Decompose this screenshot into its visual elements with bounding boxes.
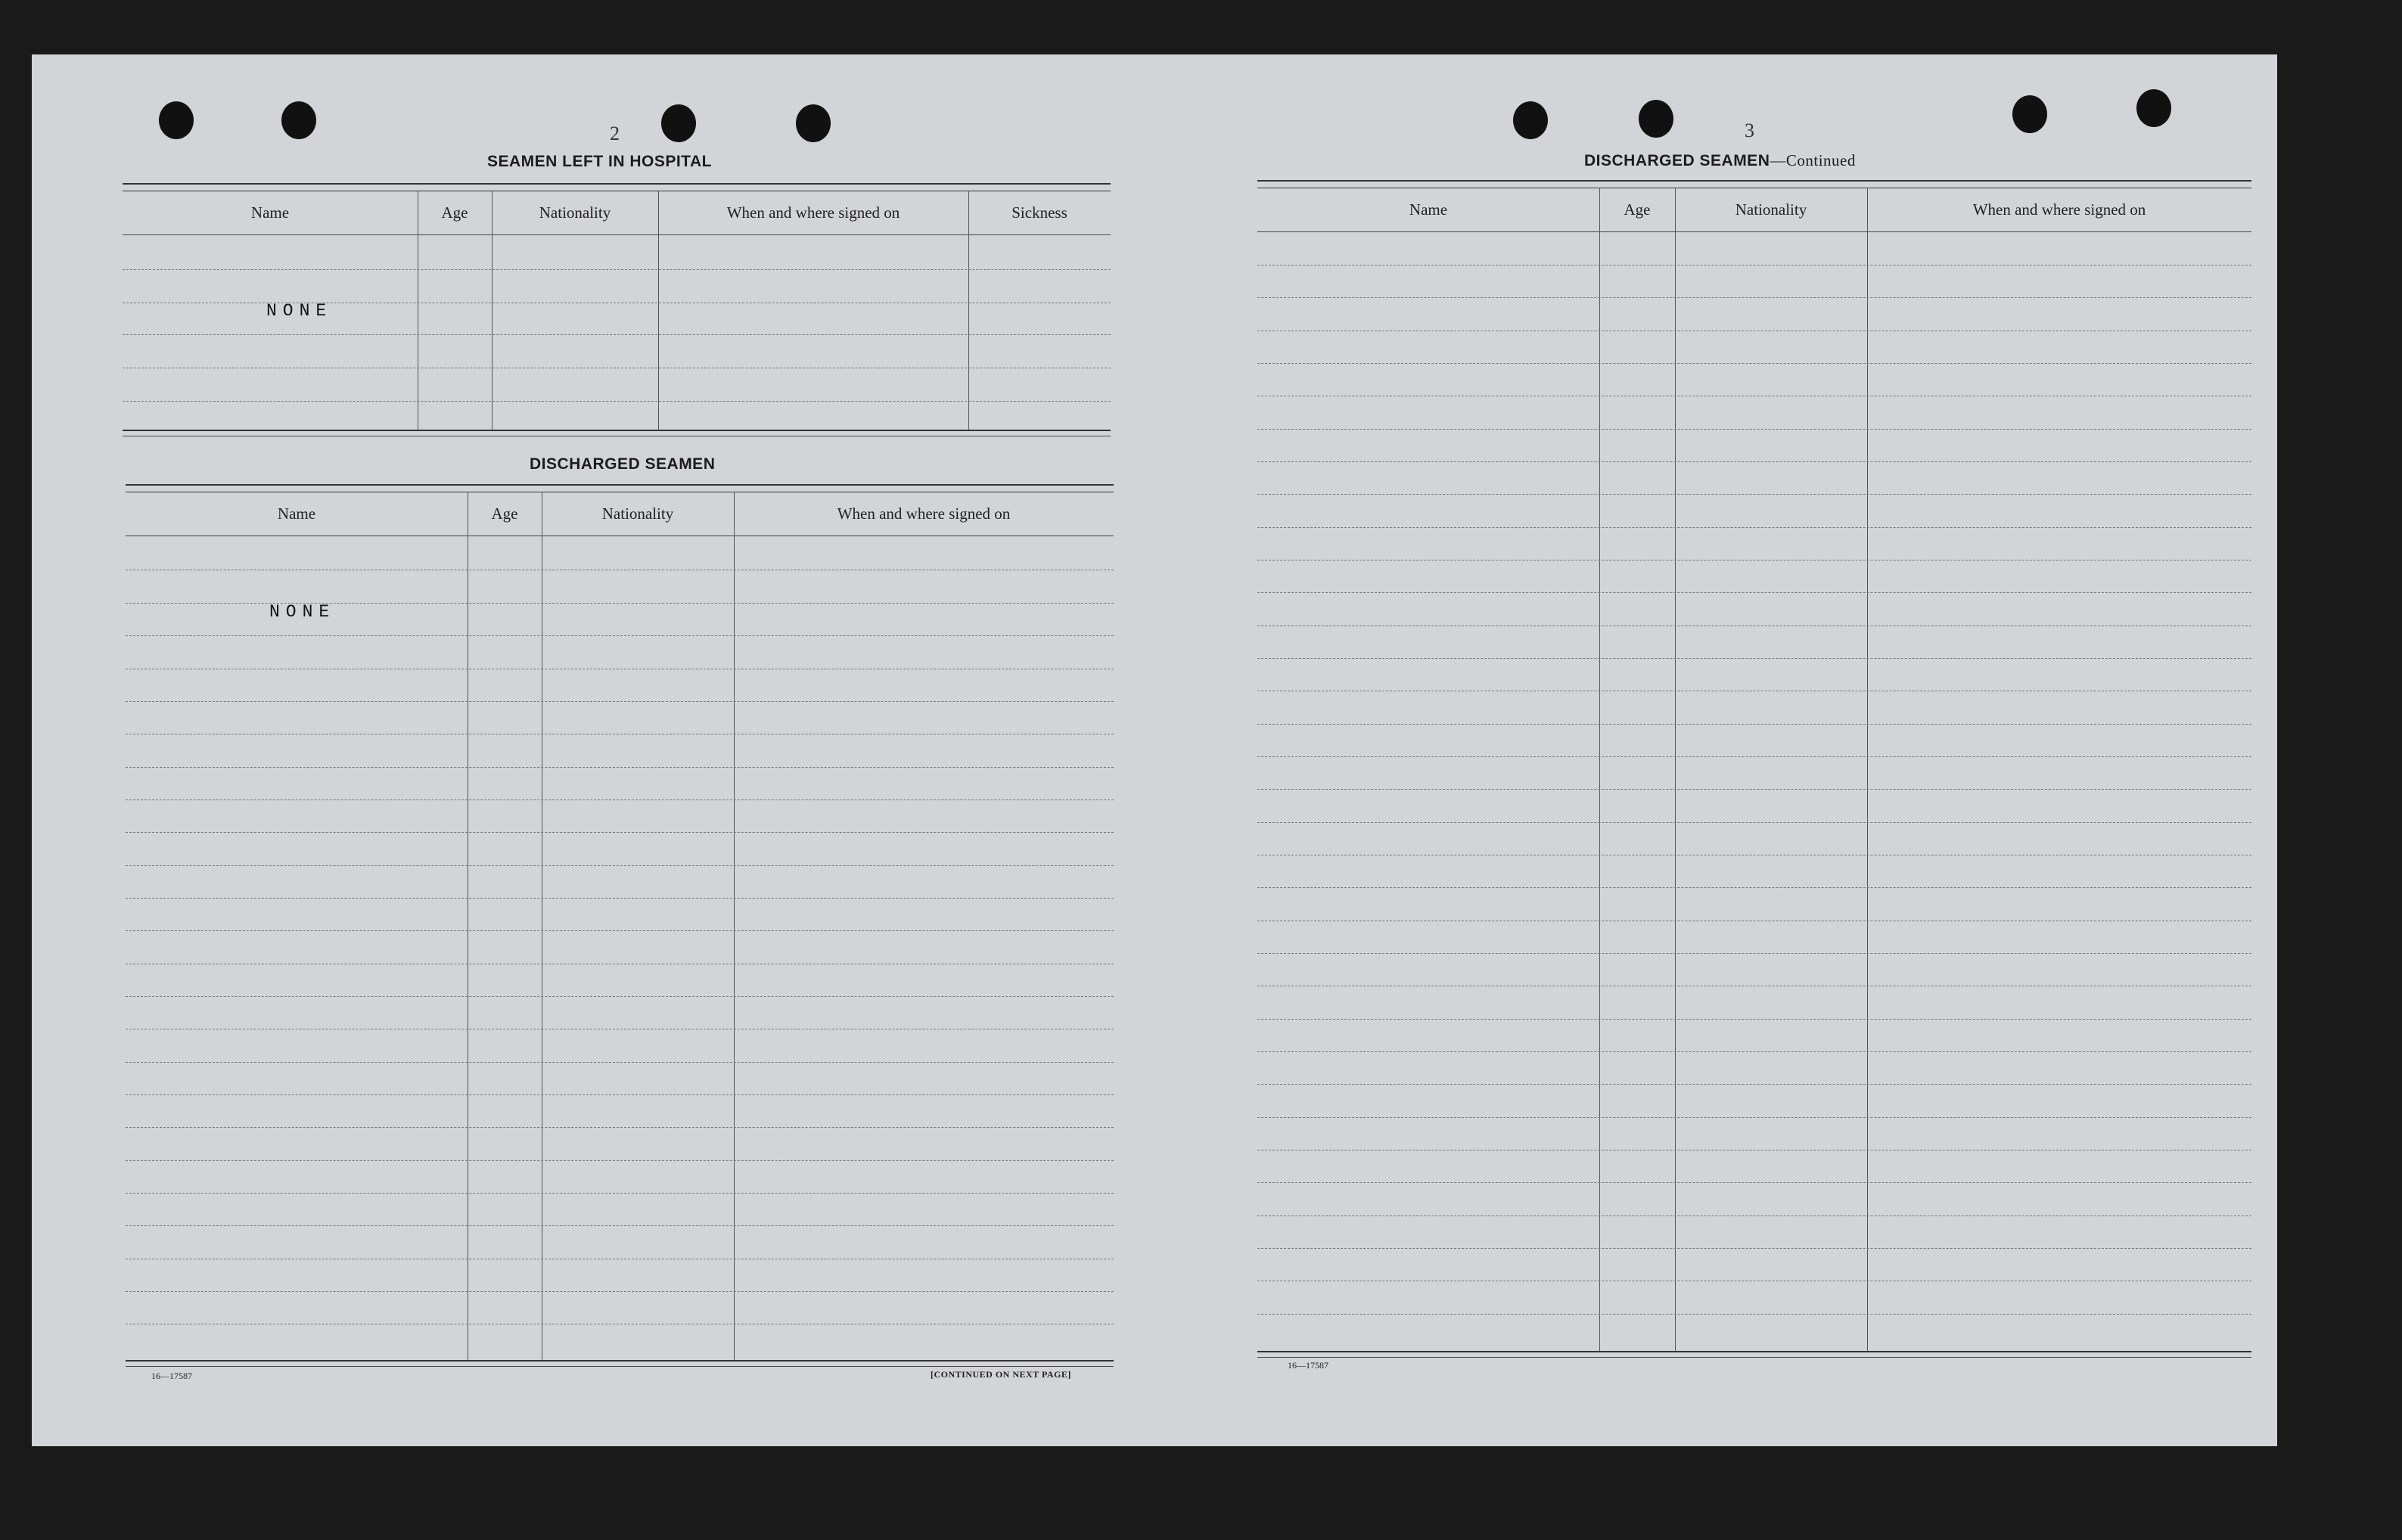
hospital-entry-name: NONE [266,301,333,321]
discharged-section-title: DISCHARGED SEAMEN [530,455,716,473]
punch-hole [2012,95,2047,133]
discharged-continued-header [1257,188,2251,232]
hospital-section-title: SEAMEN LEFT IN HOSPITAL [487,153,712,170]
document-sheet [32,54,2277,1446]
punch-hole [159,101,194,139]
discharged-table-right [1257,180,2251,1420]
column-header-name: Name [250,203,290,222]
column-header-signed-on: When and where signed on [726,203,900,222]
punch-hole [2136,89,2171,127]
column-header-signed-on: When and where signed on [837,504,1011,523]
column-header-age: Age [491,504,518,523]
form-number-left: 16—17587 [151,1371,192,1381]
punch-hole [281,101,316,139]
form-number-right: 16—17587 [1288,1360,1328,1371]
column-header-signed-on: When and where signed on [1972,200,2146,219]
page-number-left: 2 [610,123,620,144]
column-header-sickness: Sickness [1011,203,1067,222]
hospital-table [123,183,1111,501]
title-main: DISCHARGED SEAMEN [1584,152,1770,169]
discharged-table-header [126,492,1114,536]
discharged-table-left [126,484,1114,1424]
column-header-name: Name [1409,200,1448,219]
column-header-age: Age [441,203,468,222]
column-header-nationality: Nationality [601,504,674,523]
title-continued: —Continued [1770,151,1856,169]
continued-note: [CONTINUED ON NEXT PAGE] [931,1369,1071,1380]
hospital-table-header [123,191,1111,235]
column-header-nationality: Nationality [1735,200,1807,219]
punch-hole [661,104,696,142]
column-header-nationality: Nationality [539,203,611,222]
discharged-continued-title [1584,151,1856,170]
column-header-name: Name [277,504,316,523]
punch-hole [1639,100,1673,138]
punch-hole [1513,101,1548,139]
page-number-right: 3 [1745,120,1754,141]
discharged-entry-name: NONE [269,602,336,622]
column-header-age: Age [1624,200,1651,219]
punch-hole [796,104,831,142]
